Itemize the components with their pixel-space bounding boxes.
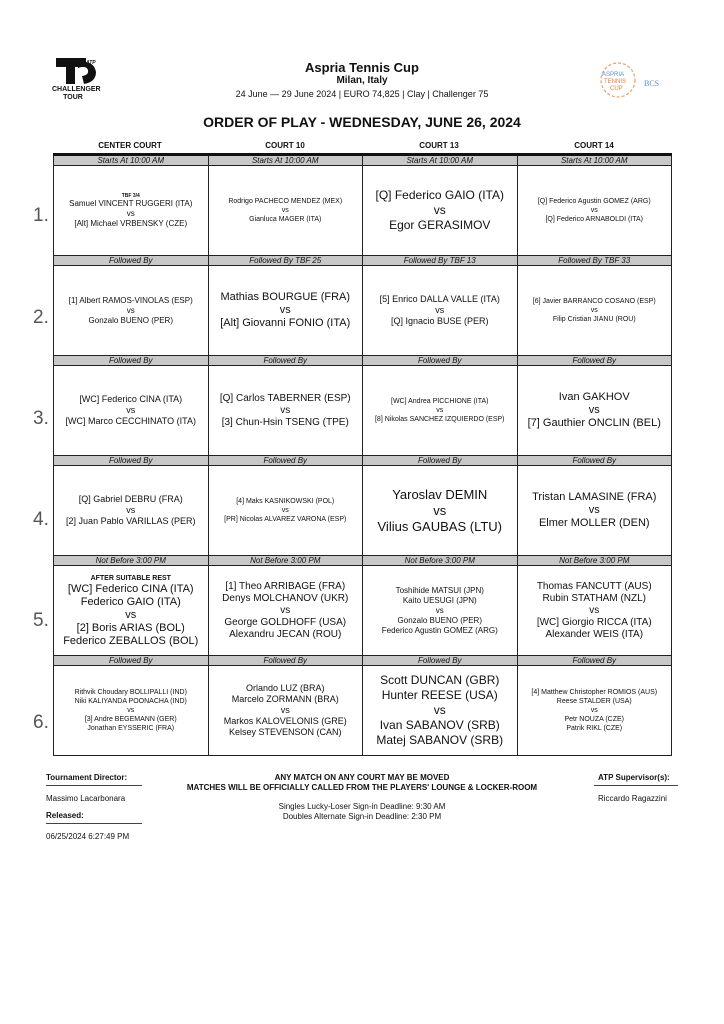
vs-label: vs [433, 203, 446, 217]
vs-label: vs [435, 305, 445, 315]
player: Scott DUNCAN (GBR) [380, 673, 500, 687]
vs-label: vs [279, 304, 291, 316]
match-cell [363, 566, 518, 656]
player: [WC] Giorgio RICCA (ITA) [536, 616, 652, 628]
vs-label: vs [590, 207, 598, 214]
match-cell [208, 366, 363, 456]
player: [PR] Nicolas ALVAREZ VARONA (ESP) [224, 516, 347, 523]
player: Hunter REESE (USA) [381, 688, 498, 702]
match-note: AFTER SUITABLE REST [90, 574, 171, 582]
time-bar: Followed By [208, 656, 363, 666]
match-cell [208, 466, 363, 556]
player: Reese STALDER (USA) [556, 698, 632, 705]
row-number: 2. [33, 307, 49, 328]
player: Marcelo ZORMANN (BRA) [231, 694, 339, 704]
court-header-center: CENTER COURT [98, 141, 162, 150]
time-bar-row [54, 155, 672, 166]
court-header-13: COURT 13 [419, 141, 459, 150]
match-cell [208, 266, 363, 356]
time-bar: Not Before 3:00 PM [363, 556, 518, 566]
vs-label: vs [125, 608, 137, 621]
vs-label: vs [590, 707, 598, 714]
player: Ivan GAKHOV [558, 391, 630, 403]
match-row [54, 466, 672, 556]
vs-label: vs [281, 207, 289, 214]
match-cell [363, 266, 518, 356]
vs-label: vs [126, 305, 135, 315]
match-cell [54, 566, 209, 656]
vs-label: vs [433, 502, 447, 518]
order-of-play-grid [53, 153, 672, 756]
player: [3] Chun-Hsin TSENG (TPE) [221, 416, 349, 428]
player: Patrik RIKL (CZE) [566, 725, 623, 732]
time-bar-row [54, 656, 672, 666]
match-row [54, 266, 672, 356]
time-bar: Followed By [54, 456, 209, 466]
doubles-deadline: Doubles Alternate Sign-in Deadline: 2:30 PM [282, 812, 442, 821]
player: Filip Cristian JIANU (ROU) [552, 316, 636, 323]
supervisor-name: Riccardo Ragazzini [598, 794, 667, 803]
match-cell [363, 466, 518, 556]
player: Tristan LAMASINE (FRA) [532, 491, 657, 503]
player: [4] Matthew Christopher ROMIOS (AUS) [531, 689, 658, 696]
vs-label: vs [280, 604, 291, 616]
match-row [54, 666, 672, 756]
match-row [54, 566, 672, 656]
court-header-10: COURT 10 [265, 141, 305, 150]
player: [1] Albert RAMOS-VINOLAS (ESP) [68, 295, 193, 305]
player: [WC] Federico CINA (ITA) [67, 582, 194, 595]
match-cell [54, 366, 209, 456]
player: Rodrigo PACHECO MENDEZ (MEX) [228, 198, 343, 205]
player: Jonathan EYSSERIC (FRA) [87, 725, 175, 732]
match-cell [517, 666, 672, 756]
player: Gonzalo BUENO (PER) [397, 615, 482, 625]
time-bar: Followed By TBF 25 [208, 256, 363, 266]
match-cell [54, 266, 209, 356]
supervisor-label: ATP Supervisor(s): [598, 773, 670, 782]
player: George GOLDHOFF (USA) [224, 616, 347, 628]
time-bar: Not Before 3:00 PM [517, 556, 672, 566]
match-row [54, 366, 672, 456]
time-bar: Starts At 10:00 AM [208, 155, 363, 166]
player: Yaroslav DEMIN [392, 486, 488, 502]
player: Denys MOLCHANOV (UKR) [222, 592, 349, 604]
row-number: 5. [33, 610, 49, 631]
player: [Q] Federico GAIO (ITA) [375, 188, 504, 202]
player: Federico GAIO (ITA) [80, 595, 181, 608]
svg-text:CUP: CUP [610, 86, 623, 92]
time-bar: Followed By [517, 456, 672, 466]
time-bar: Not Before 3:00 PM [54, 556, 209, 566]
player: [Q] Gabriel DEBRU (FRA) [78, 494, 183, 504]
player: [4] Maks KASNIKOWSKI (POL) [236, 498, 335, 505]
match-cell [54, 666, 209, 756]
player: [2] Juan Pablo VARILLAS (PER) [66, 516, 196, 526]
time-bar: Not Before 3:00 PM [208, 556, 363, 566]
time-bar: Followed By [363, 356, 518, 366]
tournament-info: 24 June — 29 June 2024 | EURO 74,825 | Clay | Challenger 75 [235, 89, 489, 99]
player: Rubin STATHAM (NZL) [542, 592, 647, 604]
match-row [54, 166, 672, 256]
time-bar-row [54, 356, 672, 366]
row-number: 6. [33, 712, 49, 733]
time-bar-row [54, 456, 672, 466]
vs-label: vs [280, 404, 291, 416]
player: [WC] Federico CINA (ITA) [79, 394, 183, 404]
atp-logo-text: CHALLENGER TOUR [52, 86, 101, 101]
vs-label: vs [588, 404, 600, 416]
match-cell [208, 666, 363, 756]
player: [WC] Andrea PICCHIONE (ITA) [391, 398, 489, 405]
player: Niki KALIYANDA POONACHA (IND) [74, 698, 187, 705]
vs-label: vs [436, 407, 444, 414]
released-rule [46, 823, 142, 824]
court-header-14: COURT 14 [574, 141, 614, 150]
player: [Alt] Giovanni FONIO (ITA) [220, 317, 351, 329]
match-cell [517, 466, 672, 556]
tournament-title: Aspria Tennis Cup [305, 60, 419, 75]
row-number: 4. [33, 509, 49, 530]
player: Mathias BOURGUE (FRA) [220, 291, 351, 303]
time-bar: Followed By [54, 656, 209, 666]
vs-label: vs [126, 208, 135, 218]
time-bar: Followed By [517, 656, 672, 666]
vs-label: vs [590, 307, 598, 314]
player: Orlando LUZ (BRA) [245, 683, 325, 693]
director-name: Massimo Lacarbonara [46, 794, 126, 803]
match-cell [54, 166, 209, 256]
player: Federico Agustin GOMEZ (ARG) [381, 625, 498, 635]
director-label: Tournament Director: [46, 773, 128, 782]
time-bar: Followed By [517, 356, 672, 366]
vs-label: vs [126, 505, 136, 515]
player: Kaito UESUGI (JPN) [402, 595, 477, 605]
time-bar-row [54, 556, 672, 566]
player: Samuel VINCENT RUGGERI (ITA) [69, 198, 193, 208]
vs-label: vs [589, 604, 600, 616]
match-cell [517, 166, 672, 256]
vs-label: vs [435, 605, 444, 615]
player: Elmer MOLLER (DEN) [538, 517, 650, 529]
time-bar: Starts At 10:00 AM [517, 155, 672, 166]
player: Gonzalo BUENO (PER) [88, 315, 173, 325]
match-cell [517, 366, 672, 456]
svg-text:BCS: BCS [644, 79, 660, 88]
player: [2] Boris ARIAS (BOL) [76, 621, 185, 634]
player: Petr NOUZA (CZE) [564, 716, 624, 723]
player: [Q] Federico ARNABOLDI (ITA) [545, 216, 643, 223]
time-bar-row [54, 256, 672, 266]
match-cell [208, 566, 363, 656]
match-cell [363, 666, 518, 756]
time-bar: Followed By [363, 656, 518, 666]
match-cell [208, 166, 363, 256]
player: Matej SABANOV (SRB) [376, 733, 504, 747]
vs-label: vs [433, 703, 446, 717]
released-value: 06/25/2024 6:27:49 PM [46, 832, 130, 841]
notice-line-2: MATCHES WILL BE OFFICIALLY CALLED FROM THE PLAYERS' LOUNGE & LOCKER-ROOM [186, 783, 538, 792]
vs-label: vs [280, 705, 290, 715]
match-cell [363, 366, 518, 456]
player: Markos KALOVELONIS (GRE) [223, 716, 347, 726]
player: Rithvik Choudary BOLLIPALLI (IND) [74, 689, 187, 696]
time-bar: Starts At 10:00 AM [363, 155, 518, 166]
player: [1] Theo ARRIBAGE (FRA) [225, 580, 346, 592]
svg-text:ASPRIA: ASPRIA [602, 72, 625, 78]
player: [7] Gauthier ONCLIN (BEL) [527, 417, 661, 429]
player: [8] Nikolas SANCHEZ IZQUIERDO (ESP) [374, 416, 505, 423]
player: Alexandru JECAN (ROU) [229, 628, 342, 640]
player: [WC] Marco CECCHINATO (ITA) [65, 416, 196, 426]
time-bar: Followed By TBF 13 [363, 256, 518, 266]
match-cell [517, 266, 672, 356]
match-cell [54, 466, 209, 556]
time-bar: Followed By [54, 256, 209, 266]
player: Thomas FANCUTT (AUS) [536, 580, 652, 592]
player: [5] Enrico DALLA VALLE (ITA) [379, 294, 500, 304]
time-bar: Followed By [54, 356, 209, 366]
svg-text:ATP: ATP [86, 60, 96, 66]
player: [Q] Carlos TABERNER (ESP) [219, 392, 351, 404]
player: Vilius GAUBAS (LTU) [377, 518, 502, 534]
vs-label: vs [281, 507, 289, 514]
player: Egor GERASIMOV [389, 218, 491, 232]
time-bar: Followed By [363, 456, 518, 466]
time-bar: Starts At 10:00 AM [54, 155, 209, 166]
match-note: TBF 3/4 [121, 192, 140, 199]
player: [6] Javier BARRANCO COSANO (ESP) [532, 298, 656, 305]
time-bar: Followed By [208, 456, 363, 466]
singles-deadline: Singles Lucky-Loser Sign-in Deadline: 9:30 AM [278, 802, 446, 811]
match-cell [517, 566, 672, 656]
player: [Q] Ignacio BUSE (PER) [390, 316, 489, 326]
order-of-play-title: ORDER OF PLAY - WEDNESDAY, JUNE 26, 2024 [203, 114, 521, 130]
row-number: 1. [33, 205, 49, 226]
vs-label: vs [588, 504, 600, 516]
notice-line-1: ANY MATCH ON ANY COURT MAY BE MOVED [274, 773, 450, 782]
player: Alexander WEIS (ITA) [545, 628, 644, 640]
row-number: 3. [33, 408, 49, 429]
released-label: Released: [46, 811, 84, 820]
player: Federico ZEBALLOS (BOL) [63, 634, 199, 647]
vs-label: vs [126, 405, 136, 415]
supervisor-rule [594, 785, 678, 786]
player: Ivan SABANOV (SRB) [379, 718, 500, 732]
svg-text:TENNIS: TENNIS [604, 79, 627, 85]
time-bar: Followed By [208, 356, 363, 366]
player: [3] Andre BEGEMANN (GER) [84, 716, 177, 723]
tournament-location: Milan, Italy [336, 75, 388, 86]
player: [Q] Federico Agustin GOMEZ (ARG) [537, 198, 651, 205]
time-bar: Followed By TBF 33 [517, 256, 672, 266]
player: Toshihide MATSUI (JPN) [395, 585, 484, 595]
player: [Alt] Michael VRBENSKY (CZE) [74, 218, 188, 228]
player: Gianluca MAGER (ITA) [249, 216, 322, 223]
vs-label: vs [127, 707, 135, 714]
match-cell [363, 166, 518, 256]
player: Kelsey STEVENSON (CAN) [228, 727, 342, 737]
